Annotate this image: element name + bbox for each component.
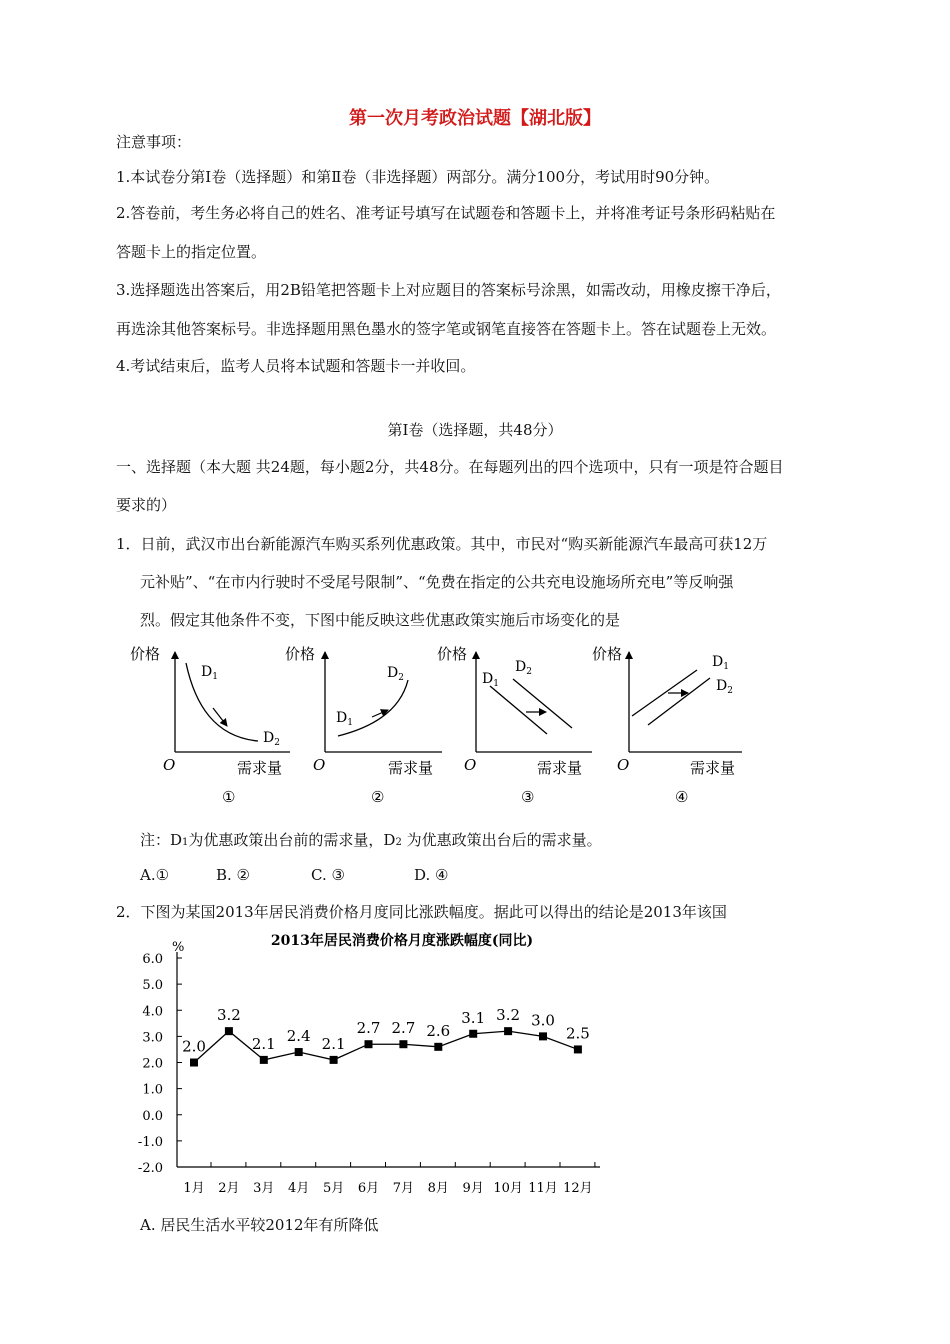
q1-option-b[interactable]: B. ② <box>216 866 251 884</box>
data-point <box>260 1056 268 1064</box>
data-point <box>574 1045 582 1053</box>
figure-label-3: ③ <box>521 788 535 806</box>
data-label: 2.5 <box>565 1024 590 1043</box>
y-tick-label: 0.0 <box>142 1108 163 1124</box>
q1-line-2: 元补贴”、“在市内行驶时不受尾号限制”、“免费在指定的公共充电设施场所充电”等反响强 <box>140 573 734 591</box>
q2-option-a[interactable]: A. 居民生活水平较2012年有所降低 <box>140 1216 379 1234</box>
data-label: 2.7 <box>391 1019 416 1038</box>
q1-option-d[interactable]: D. ④ <box>414 866 449 884</box>
data-label: 3.0 <box>531 1011 555 1030</box>
curve-label-d2: $D_2$ <box>515 659 532 677</box>
data-point <box>539 1032 547 1040</box>
data-point <box>399 1040 407 1048</box>
data-label: 2.1 <box>251 1034 276 1053</box>
section-title: 第Ⅰ卷（选择题，共48分） <box>387 421 563 439</box>
y-tick-label: 6.0 <box>142 952 163 967</box>
origin-label: O <box>464 756 477 774</box>
x-tick-label: 8月 <box>427 1181 449 1196</box>
axis-y-label: 价格 <box>437 645 468 663</box>
data-point <box>434 1043 442 1051</box>
axis-y-label: 价格 <box>130 645 161 663</box>
y-tick-label: -1.0 <box>137 1134 163 1150</box>
data-label: 2.4 <box>286 1027 311 1046</box>
data-label: 2.6 <box>426 1021 451 1040</box>
notice-line-6: 4.考试结束后，监考人员将本试题和答题卡一并收回。 <box>116 357 476 375</box>
q1-option-c[interactable]: C. ③ <box>311 866 345 884</box>
x-tick-label: 2月 <box>218 1181 240 1196</box>
data-point <box>330 1056 338 1064</box>
x-tick-label: 3月 <box>253 1181 275 1196</box>
y-tick-label: 1.0 <box>142 1082 163 1098</box>
x-tick-label: 9月 <box>462 1181 484 1196</box>
y-tick-label: -2.0 <box>137 1161 163 1176</box>
data-point <box>190 1059 198 1067</box>
curve-label-d1: $D_1$ <box>482 671 499 689</box>
q1-note: 注：D1为优惠政策出台前的需求量，D2 为优惠政策出台后的需求量。 <box>140 831 602 849</box>
x-tick-label: 12月 <box>563 1181 593 1196</box>
axis-y-label: 价格 <box>592 645 623 663</box>
y-tick-label: 5.0 <box>142 978 163 994</box>
curve-label-d1: $D_1$ <box>336 710 353 728</box>
data-point <box>469 1030 477 1038</box>
chart-title: 2013年居民消费价格月度涨跌幅度(同比) <box>270 933 534 949</box>
page-title: 第一次月考政治试题【湖北版】 <box>349 108 601 129</box>
section-intro-1: 一、选择题（本大题 共24题，每小题2分，共48分。在每题列出的四个选项中，只有一项是符合题目 <box>116 458 784 476</box>
notice-line-2: 2.答卷前，考生务必将自己的姓名、准考证号填写在试题卷和答题卡上，并将准考证号条形码粘贴在 <box>116 204 776 222</box>
axis-x-label: 需求量 <box>537 759 583 777</box>
notice-line-5: 再选涂其他答案标号。非选择题用黑色墨水的签字笔或钢笔直接答在答题卡上。答在试题卷上无效。 <box>116 320 777 338</box>
origin-label: O <box>617 756 630 774</box>
data-point <box>504 1027 512 1035</box>
y-tick-label: 3.0 <box>142 1030 163 1046</box>
x-tick-label: 6月 <box>357 1181 380 1196</box>
x-tick-label: 4月 <box>288 1181 310 1196</box>
notice-line-1: 1.本试卷分第Ⅰ卷（选择题）和第Ⅱ卷（非选择题）两部分。满分100分，考试用时90分钟。 <box>116 168 720 186</box>
curve-label-d1: $D_1$ <box>201 664 218 682</box>
data-point <box>295 1048 303 1056</box>
x-tick-label: 10月 <box>493 1181 523 1196</box>
data-label: 2.1 <box>321 1034 346 1053</box>
notice-line-4: 3.选择题选出答案后，用2B铅笔把答题卡上对应题目的答案标号涂黑，如需改动，用橡皮擦干净后， <box>116 281 781 299</box>
data-label: 3.2 <box>496 1006 521 1025</box>
x-tick-label: 7月 <box>392 1181 415 1196</box>
data-label: 2.7 <box>356 1019 381 1038</box>
y-tick-label: 4.0 <box>142 1004 163 1020</box>
figure-label-4: ④ <box>675 788 689 806</box>
q2-line: 2．下图为某国2013年居民消费价格月度同比涨跌幅度。据此可以得出的结论是2013年该国 <box>116 903 727 921</box>
q1-option-a[interactable]: A.① <box>140 866 170 884</box>
notice-heading: 注意事项： <box>116 133 192 151</box>
curve-label-d2: $D_2$ <box>387 665 404 683</box>
x-tick-label: 11月 <box>528 1181 558 1196</box>
section-intro-2: 要求的） <box>116 496 177 514</box>
data-label: 3.1 <box>461 1008 486 1027</box>
axis-x-label: 需求量 <box>237 759 283 777</box>
x-tick-label: 1月 <box>183 1181 205 1196</box>
notice-line-3: 答题卡上的指定位置。 <box>116 243 267 261</box>
axis-x-label: 需求量 <box>388 759 434 777</box>
data-label: 3.2 <box>216 1006 241 1025</box>
curve-label-d2: $D_2$ <box>716 678 733 696</box>
data-point <box>365 1040 373 1048</box>
curve-label-d1: $D_1$ <box>712 654 729 672</box>
y-tick-label: 2.0 <box>142 1056 163 1072</box>
axis-x-label: 需求量 <box>690 759 736 777</box>
figure-label-2: ② <box>371 788 385 806</box>
q1-line-1: 1．日前，武汉市出台新能源汽车购买系列优惠政策。其中，市民对“购买新能源汽车最高可获12万 <box>116 535 768 553</box>
data-label: 2.0 <box>182 1037 206 1056</box>
data-point <box>225 1027 233 1035</box>
origin-label: O <box>313 756 326 774</box>
axis-y-label: 价格 <box>285 645 316 663</box>
chart-ylabel: % <box>172 940 185 955</box>
figure-label-1: ① <box>222 788 236 806</box>
x-tick-label: 5月 <box>322 1181 345 1196</box>
q1-line-3: 烈。假定其他条件不变，下图中能反映这些优惠政策实施后市场变化的是 <box>140 611 621 629</box>
curve-label-d2: $D_2$ <box>263 730 280 748</box>
origin-label: O <box>163 756 176 774</box>
